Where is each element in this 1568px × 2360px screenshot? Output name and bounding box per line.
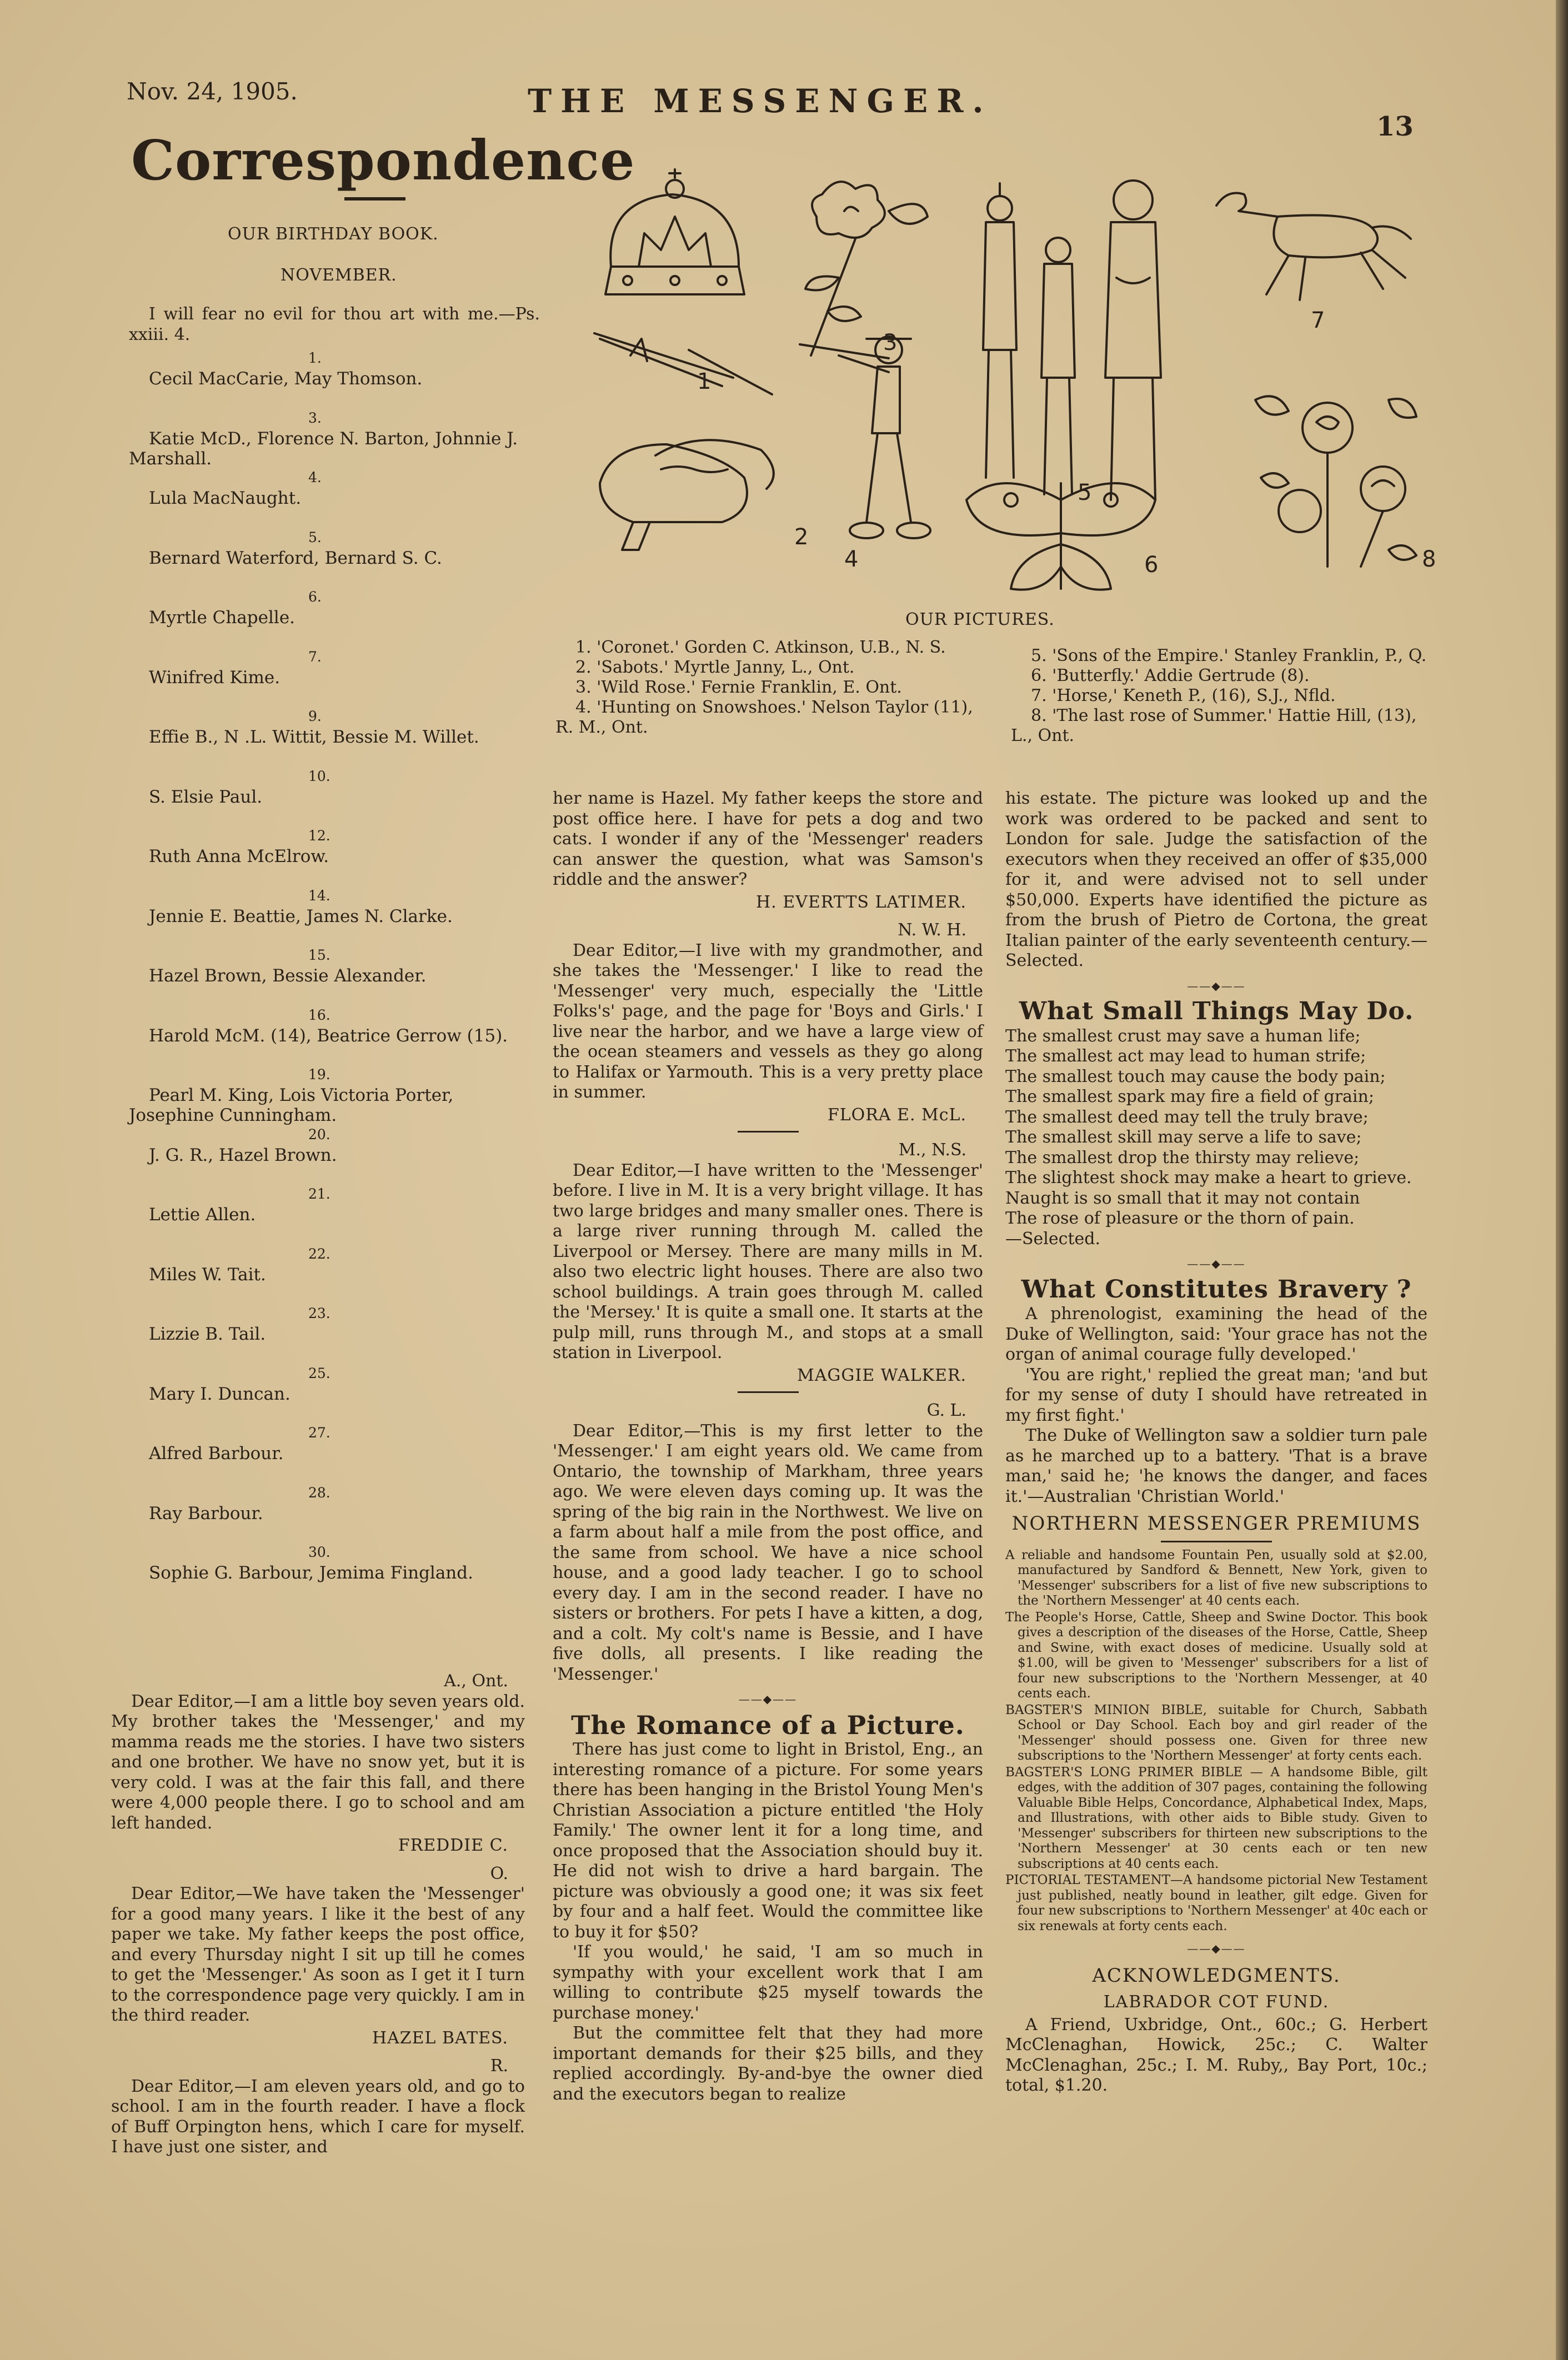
- birthday-names: Effie B., N .L. Wittit, Bessie M. Willet.: [149, 727, 479, 747]
- month-heading: NOVEMBER.: [280, 265, 397, 285]
- letter-signature: FREDDIE C.: [398, 1836, 508, 1855]
- picture-caption: 4. 'Hunting on Snowshoes.' Nelson Taylor (11), R. M., Ont.: [555, 698, 973, 737]
- birthday-day: 15.: [308, 947, 330, 963]
- premiums-heading: NORTHERN MESSENGER PREMIUMS: [1011, 1512, 1421, 1535]
- verse-text: I will fear no evil for thou art with me.—Ps. xxiii. 4.: [129, 304, 540, 344]
- birthday-names: Ruth Anna McElrow.: [149, 846, 329, 866]
- poem-line: —Selected.: [1005, 1229, 1101, 1249]
- last-rose-drawing: [1255, 396, 1436, 572]
- letter-signature: MAGGIE WALKER.: [797, 1365, 966, 1385]
- birthday-day: 7.: [308, 648, 322, 665]
- wild-rose-drawing: [805, 182, 928, 355]
- svg-text:8: 8: [1422, 547, 1436, 572]
- section-title: Correspondence: [131, 129, 635, 193]
- coronet-drawing: [594, 169, 772, 394]
- birthday-names: Mary I. Duncan.: [149, 1384, 290, 1404]
- birthday-names: Lizzie B. Tail.: [149, 1324, 266, 1344]
- birthday-names: Lula MacNaught.: [149, 488, 302, 508]
- cot-fund-text: A Friend, Uxbridge, Ont., 60c.; G. Herbert McClenaghan, Howick, 25c.; C. Walter McClenaghan, 25c.; I. M. Ruby,, Bay Port, 10c.; total, $1.20.: [1005, 2015, 1427, 2095]
- picture-caption: 2. 'Sabots.' Myrtle Janny, L., Ont.: [575, 658, 855, 677]
- title-rule: [344, 197, 405, 201]
- birthday-names: Alfred Barbour.: [149, 1444, 284, 1464]
- letter-body: her name is Hazel. My father keeps the store and post office here. I have for pets a dog and two cats. I wonder if any of the 'Messenger' readers can answer the question, what was Samson's riddle and the answer?: [553, 789, 983, 889]
- birthday-names: Ray Barbour.: [149, 1503, 263, 1524]
- birthday-day: 12.: [308, 828, 330, 844]
- letters-column-2: [553, 789, 983, 2105]
- birthday-day: 21.: [308, 1186, 330, 1202]
- premium-item: BAGSTER'S MINION BIBLE, suitable for Church, Sabbath School or Day School. Each boy and girl reader of the 'Messenger' should possess one. Given for three new subscriptions to the 'Northern Messenger' at forty cents each.: [1005, 1702, 1427, 1763]
- letter-signature: H. EVERTTS LATIMER.: [756, 892, 966, 912]
- letter-body: Dear Editor,—I have written to the 'Messenger' before. I live in M. It is a very bright village. It has two large bridges and many smaller ones. There is a large river running through M. called the Liverpool or Mersey. There are many mills in M. also two electric light houses. There are also two school buildings. A train goes through M. called the 'Mersey.' It is quite a small one. It starts at the pulp mill, runs through M., and stops at a small station in Liverpool.: [553, 1160, 983, 1362]
- letter-body: Dear Editor,—We have taken the 'Messenger' for a good many years. I like it the best of any paper we take. My father keeps the post office, and every Thursday night I sit up till he comes to get the 'Messenger.' As soon as I get it I turn to the correspondence page very quickly. I am in the third reader.: [111, 1884, 525, 2025]
- letter-body: Dear Editor,—This is my first letter to the 'Messenger.' I am eight years old. We came from Ontario, the township of Markham, three years ago. We were eleven days coming up. It was the spring of the big rain in the Northwest. We live on a farm about half a mile from the post office, and the same from school. We have a nice school house, and a good lady teacher. I go to school every day. I am in the second reader. I have no sisters or brothers. For pets I have a kitten, a dog, and a colt. My colt's name is Bessie, and I have five dolls, all presents. I like reading the 'Messenger.': [553, 1421, 983, 1684]
- svg-text:1: 1: [697, 369, 712, 394]
- cot-fund-heading: LABRADOR COT FUND.: [1103, 1992, 1330, 2012]
- svg-text:7: 7: [1311, 308, 1325, 333]
- divider-rule: [1161, 1541, 1272, 1542]
- premiums-list: [1005, 1548, 1427, 1935]
- birthday-names: Pearl M. King, Lois Victoria Porter, Josephine Cunningham.: [129, 1085, 454, 1125]
- svg-text:2: 2: [794, 524, 809, 550]
- birthday-day: 5.: [308, 529, 322, 545]
- premium-item: A reliable and handsome Fountain Pen, usually sold at $2.00, manufactured by Sandford & Bennett, New York, given to 'Messenger' subscribers for a list of five new subscriptions to the 'Northern Messenger' at 40 cents each.: [1005, 1547, 1427, 1608]
- birthday-day: 30.: [308, 1544, 330, 1560]
- pictures-captions-right: [1011, 646, 1433, 746]
- masthead: THE MESSENGER.: [528, 82, 993, 120]
- issue-date: Nov. 24, 1905.: [127, 78, 298, 105]
- birthday-names: Jennie E. Beattie, James N. Clarke.: [149, 906, 453, 926]
- premium-item: The People's Horse, Cattle, Sheep and Swine Doctor. This book gives a description of the diseases of the Horse, Cattle, Sheep and Swine, with exact doses of medicine. Usually sold at $1.00, will be given to 'Messenger' subscribers for a list of four new subscriptions to the 'Northern Messenger, at 40 cents each.: [1005, 1610, 1427, 1701]
- page-number: 13: [1376, 111, 1414, 142]
- ornament-divider: ——◆——: [1187, 1257, 1246, 1270]
- article-headline: What Small Things May Do.: [1019, 997, 1414, 1025]
- letter-location: R.: [490, 2056, 508, 2076]
- picture-caption: 5. 'Sons of the Empire.' Stanley Franklin, P., Q.: [1031, 646, 1427, 665]
- birthday-book-heading: OUR BIRTHDAY BOOK.: [228, 224, 439, 244]
- poem-line: Naught is so small that it may not contain: [1005, 1188, 1360, 1208]
- pictures-captions-left: [555, 638, 994, 738]
- svg-text:3: 3: [883, 330, 898, 355]
- article-paragraph: 'You are right,' replied the great man; 'and but for my sense of duty I should have retreated in my first fight.': [1005, 1365, 1427, 1425]
- letter-location: A., Ont.: [444, 1671, 508, 1691]
- birthday-day: 16.: [308, 1006, 330, 1023]
- ornament-divider: ——◆——: [1187, 1942, 1246, 1955]
- acknowledgments-heading: ACKNOWLEDGMENTS.: [1092, 1964, 1341, 1987]
- birthday-day: 4.: [308, 469, 322, 485]
- poem-line: The smallest touch may cause the body pain;: [1005, 1066, 1386, 1086]
- article-paragraph: A phrenologist, examining the head of the Duke of Wellington, said: 'Your grace has not the organ of animal courage fully developed.': [1005, 1304, 1427, 1364]
- article-headline: The Romance of a Picture.: [571, 1710, 965, 1740]
- birthday-names: Hazel Brown, Bessie Alexander.: [149, 966, 427, 986]
- butterfly-drawing: [966, 483, 1158, 590]
- letter-location: O.: [490, 1863, 508, 1883]
- letter-body: Dear Editor,—I live with my grandmother, and she takes the 'Messenger.' I like to read the 'Messenger' very much, especially the 'Little Folks's' page, and the page for 'Boys and Girls.' I live near the harbor, and we have a large view of the ocean steamers and vessels as they go along to Halifax or Yarmouth. This is a very pretty place in summer.: [553, 940, 983, 1102]
- poem-line: The smallest drop the thirsty may relieve;: [1005, 1148, 1360, 1168]
- birthday-names: Miles W. Tait.: [149, 1264, 266, 1285]
- svg-text:6: 6: [1144, 552, 1159, 578]
- premium-item: PICTORIAL TESTAMENT—A handsome pictorial New Testament just published, neatly bound in leather, gilt edge. Given for four new subscriptions to 'Northern Messenger' at 40c each or six renewals at forty cents each.: [1005, 1873, 1427, 1933]
- letter-location: M., N.S.: [898, 1140, 966, 1160]
- horse-drawing: [1216, 193, 1411, 334]
- poem-lines: [1005, 1026, 1427, 1250]
- poem-line: The rose of pleasure or the thorn of pain.: [1005, 1209, 1355, 1228]
- birthday-day: 25.: [308, 1365, 330, 1381]
- page-edge: [1556, 0, 1568, 2360]
- birthday-names: Harold McM. (14), Beatrice Gerrow (15).: [149, 1025, 508, 1046]
- birthday-names: Bernard Waterford, Bernard S. C.: [149, 548, 442, 568]
- letter-signature: HAZEL BATES.: [372, 2028, 508, 2048]
- letter-location: G. L.: [926, 1401, 966, 1420]
- birthday-day: 27.: [308, 1425, 330, 1441]
- svg-text:4: 4: [844, 547, 859, 572]
- birthday-names: Sophie G. Barbour, Jemima Fingland.: [149, 1563, 473, 1583]
- poem-line: The smallest crust may save a human life;: [1005, 1026, 1361, 1046]
- divider-rule: [738, 1391, 799, 1393]
- letter-location: N. W. H.: [898, 920, 966, 940]
- poem-line: The slightest shock may make a heart to grieve.: [1005, 1168, 1412, 1187]
- birthday-verse: [129, 304, 540, 345]
- letter-body: Dear Editor,—I am a little boy seven years old. My brother takes the 'Messenger,' and my mamma reads me the stories. I have two sisters and one brother. We have no snow yet, but it is very cold. I was at the fair this fall, and there were 4,000 people there. I go to school and am left handed.: [111, 1691, 525, 1833]
- sabots-drawing: [600, 440, 808, 550]
- birthday-day: 1.: [308, 350, 322, 366]
- birthday-names: Cecil MacCarie, May Thomson.: [149, 369, 423, 389]
- article-headline: What Constitutes Bravery ?: [1021, 1275, 1412, 1304]
- letter-body: Dear Editor,—I am eleven years old, and go to school. I am in the fourth reader. I have a flock of Buff Orpington hens, which I care for myself. I have just one sister, and: [111, 2076, 525, 2157]
- picture-caption: 3. 'Wild Rose.' Fernie Franklin, E. Ont.: [575, 678, 902, 697]
- picture-caption: 7. 'Horse,' Keneth P., (16), S.J., Nfld.: [1031, 686, 1336, 705]
- poem-line: The smallest act may lead to human strife;: [1005, 1046, 1366, 1066]
- birthday-day: 10.: [308, 768, 330, 784]
- birthday-day: 22.: [308, 1245, 330, 1262]
- birthday-names: Lettie Allen.: [149, 1205, 256, 1225]
- poem-line: The smallest spark may fire a field of grain;: [1005, 1087, 1374, 1106]
- picture-caption: 1. 'Coronet.' Gorden C. Atkinson, U.B., N. S.: [575, 638, 946, 657]
- divider-rule: [738, 1131, 799, 1133]
- birthday-day: 20.: [308, 1126, 330, 1143]
- birthday-day: 3.: [308, 409, 322, 426]
- readers-drawings-illustration: [578, 167, 1450, 600]
- poem-line: The smallest skill may serve a life to save;: [1005, 1128, 1362, 1147]
- article-paragraph: 'If you would,' he said, 'I am so much in sympathy with your excellent work that I am willing to contribute $25 myself towards the purchase money.': [553, 1942, 983, 2023]
- ornament-divider: ——◆——: [738, 1692, 798, 1706]
- ornament-divider: ——◆——: [1187, 979, 1246, 993]
- article-paragraph: But the committee felt that they had more important demands for their $25 bills, and they replied accordingly. By-and-bye the owner died and the executors began to realize: [553, 2023, 983, 2104]
- picture-caption: 8. 'The last rose of Summer.' Hattie Hill, (13), L., Ont.: [1011, 706, 1417, 745]
- birthday-day: 23.: [308, 1305, 330, 1321]
- birthday-day: 19.: [308, 1066, 330, 1083]
- svg-text:5: 5: [1078, 480, 1092, 505]
- hunting-on-snowshoes-drawing: [800, 337, 930, 572]
- birthday-names: Katie McD., Florence N. Barton, Johnnie J. Marshall.: [129, 428, 518, 469]
- poem-line: The smallest deed may tell the truly brave;: [1005, 1107, 1369, 1127]
- picture-caption: 6. 'Butterfly.' Addie Gertrude (8).: [1031, 666, 1310, 685]
- letters-column-1: [111, 1663, 525, 2158]
- article-paragraph: The Duke of Wellington saw a soldier turn pale as he marched up to a battery. 'That is a brave man,' said he; 'he knows the danger, and faces it.'—Australian 'Christian World.': [1005, 1426, 1427, 1506]
- birthday-day: 28.: [308, 1484, 330, 1501]
- birthday-day: 9.: [308, 708, 322, 724]
- letter-signature: FLORA E. McL.: [827, 1105, 966, 1125]
- our-pictures-heading: OUR PICTURES.: [905, 610, 1055, 629]
- birthday-day: 14.: [308, 887, 330, 904]
- column-3: [1005, 789, 1427, 2096]
- sons-of-the-empire-drawing: [983, 181, 1161, 505]
- birthday-names: Myrtle Chapelle.: [149, 608, 295, 628]
- birthday-names: Winifred Kime.: [149, 667, 280, 688]
- premium-item: BAGSTER'S LONG PRIMER BIBLE — A handsome Bible, gilt edges, with the addition of 307 pages, containing the following Valuable Bible Helps, Concordance, Alphabetical Index, Maps, and Illustrations, with other aids to Bible study. Given to 'Messenger' subscribers for thirteen new subscriptions to the 'Northern Messenger' at 30 cents each or ten new subscriptions at 40 cents each.: [1005, 1765, 1427, 1871]
- birthday-names: J. G. R., Hazel Brown.: [149, 1145, 337, 1165]
- birthday-day: 6.: [308, 589, 322, 605]
- article-paragraph: There has just come to light in Bristol, Eng., an interesting romance of a picture. For some years there has been hanging in the Bristol Young Men's Christian Association a picture entitled 'the Holy Family.' The owner lent it for a long time, and once proposed that the Association should buy it. He did not wish to drive a hard bargain. The picture was obviously a good one; it was six feet by four and a half feet. Would the committee like to buy it for $50?: [553, 1740, 983, 1942]
- article-paragraph: his estate. The picture was looked up and the work was ordered to be packed and sent to London for sale. Judge the satisfaction of the executors when they received an offer of $35,000 for it, and were advised not to sell under $50,000. Experts have identified the picture as from the brush of Pietro de Cortona, the great Italian painter of the early seventeenth century.—Selected.: [1005, 789, 1427, 970]
- birthday-names: S. Elsie Paul.: [149, 786, 263, 807]
